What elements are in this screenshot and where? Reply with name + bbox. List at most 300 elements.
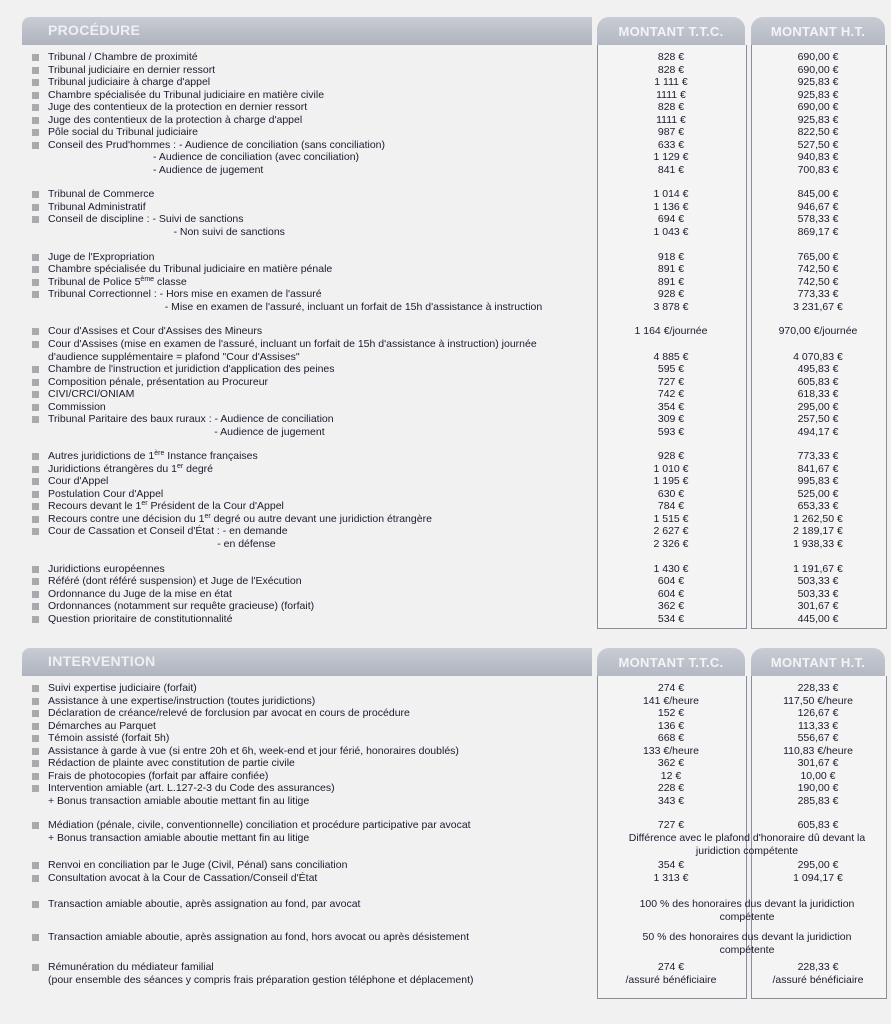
row-label-text: Rédaction de plainte avec constitution de partie civile	[48, 757, 295, 769]
bullet-icon	[32, 773, 39, 780]
table-row	[22, 707, 885, 720]
amount-ht: 525,00 €	[797, 488, 839, 500]
bullet-icon	[32, 685, 39, 692]
bullet-icon	[32, 466, 39, 473]
bullet-icon	[32, 822, 39, 829]
amount-ttc: 987 €	[657, 126, 685, 138]
row-label	[48, 538, 276, 551]
amount-ht: 742,50 €	[797, 276, 839, 288]
bullet-icon	[32, 934, 39, 941]
row-label	[48, 732, 169, 745]
amount-ht: 228,33 €	[797, 682, 839, 694]
bullet-icon	[32, 698, 39, 705]
row-label-superscript: er	[141, 500, 148, 507]
amount-ttc: 604 €	[657, 588, 685, 600]
bullet-icon	[32, 379, 39, 386]
table-row	[22, 151, 885, 164]
row-label	[48, 500, 284, 513]
amount-ht: 946,67 €	[797, 201, 839, 213]
bullet-icon	[32, 404, 39, 411]
amount-ttc: 534 €	[657, 613, 685, 625]
intervention-title: INTERVENTION	[48, 653, 156, 669]
table-row	[22, 538, 885, 551]
row-label-text: Renvoi en conciliation par le Juge (Civil, Pénal) sans conciliation	[48, 859, 348, 871]
amount-ht: 2 189,17 €	[793, 525, 843, 537]
amount-ht: 618,33 €	[797, 388, 839, 400]
table-row	[22, 51, 885, 64]
combined-amount-line2: compétente	[719, 911, 775, 923]
amount-ht: 605,83 €	[797, 376, 839, 388]
row-label-text: Juridictions étrangères du 1	[48, 463, 177, 475]
amount-ttc: 891 €	[657, 276, 685, 288]
row-label-text: - Non suivi de sanctions	[48, 226, 285, 238]
amount-ttc: 1 313 €	[653, 872, 689, 884]
row-label-text: (pour ensemble des séances y compris frais préparation gestion téléphone et déplacement)	[48, 974, 474, 986]
bullet-icon	[32, 862, 39, 869]
row-label	[48, 859, 347, 872]
row-label	[48, 450, 258, 463]
bullet-icon	[32, 901, 39, 908]
amount-ttc: 727 €	[657, 819, 685, 831]
table-row	[22, 961, 885, 974]
row-label	[48, 213, 244, 226]
bullet-icon	[32, 875, 39, 882]
amount-ttc: 668 €	[657, 732, 685, 744]
row-label-text: Recours contre une décision du 1	[48, 513, 205, 525]
row-label-text: Tribunal / Chambre de proximité	[48, 51, 198, 63]
amount-ht: 285,83 €	[797, 795, 839, 807]
combined-amount-line1: 100 % des honoraires dus devant la juridiction	[639, 898, 855, 910]
row-label-text: Assistance à une expertise/instruction (toutes juridictions)	[48, 695, 316, 707]
row-label	[48, 974, 474, 987]
bullet-icon	[32, 266, 39, 273]
bullet-icon	[32, 142, 39, 149]
table-row	[22, 301, 885, 314]
intervention-header	[22, 648, 885, 676]
row-label-superscript: er	[177, 463, 184, 470]
table-row	[22, 338, 885, 351]
amount-ht: 110,83 €/heure	[783, 745, 853, 757]
row-label	[48, 263, 332, 276]
table-row	[22, 263, 885, 276]
procedure-table	[22, 45, 885, 628]
amount-ht: 445,00 €	[797, 613, 839, 625]
amount-ht: 841,67 €	[797, 463, 839, 475]
row-label-text: + Bonus transaction amiable aboutie mettant fin au litige	[48, 832, 310, 844]
row-label-text: CIVI/CRCI/ONIAM	[48, 388, 135, 400]
bullet-icon	[32, 785, 39, 792]
amount-ht: 1 938,33 €	[793, 538, 843, 550]
row-label-text: - Mise en examen de l'assuré, incluant un forfait de 15h d'assistance à instruction	[48, 301, 543, 313]
row-label	[48, 872, 317, 885]
bullet-icon	[32, 516, 39, 523]
table-row	[22, 898, 885, 923]
bullet-icon	[32, 216, 39, 223]
bullet-icon	[32, 204, 39, 211]
amount-ttc: 1 111 €	[654, 76, 688, 88]
amount-ttc: 828 €	[657, 101, 685, 113]
row-label-text: Commission	[48, 401, 106, 413]
amount-ht: 690,00 €	[797, 64, 839, 76]
combined-amount-line1: Différence avec le plafond d'honoraire dû devant la	[628, 832, 866, 844]
row-label-text: Démarches au Parquet	[48, 720, 156, 732]
row-label-text: Tribunal Administratif	[48, 201, 146, 213]
amount-ht: 700,83 €	[797, 164, 839, 176]
row-label	[48, 413, 334, 426]
row-label-text: Frais de photocopies (forfait par affaire confiée)	[48, 770, 269, 782]
row-label	[48, 426, 325, 439]
row-label	[48, 301, 542, 314]
row-label-text: Cour d'Assises (mise en examen de l'assuré, incluant un forfait de 15h d'assistance à instruction) journée	[48, 338, 537, 350]
amount-ttc: 2 326 €	[653, 538, 689, 550]
table-row	[22, 757, 885, 770]
row-label-superscript: ère	[154, 450, 165, 457]
amount-ht: 301,67 €	[797, 757, 839, 769]
table-row	[22, 600, 885, 613]
bullet-icon	[32, 748, 39, 755]
bullet-icon	[32, 453, 39, 460]
amount-ttc: 354 €	[657, 401, 685, 413]
table-row	[22, 732, 885, 745]
bullet-icon	[32, 710, 39, 717]
row-label-text: d'audience supplémentaire = plafond "Cour d'Assises"	[48, 351, 300, 363]
table-row	[22, 974, 885, 987]
row-label-suffix: Président de la Cour d'Appel	[147, 500, 284, 512]
row-label-text: Médiation (pénale, civile, conventionnelle) conciliation et procédure participative par avocat	[48, 819, 471, 831]
table-row	[22, 832, 885, 857]
row-label	[48, 101, 307, 114]
bullet-icon	[32, 760, 39, 767]
amount-ht: 503,33 €	[797, 575, 839, 587]
amount-ttc: 633 €	[657, 139, 685, 151]
row-label-text: Déclaration de créance/relevé de forclusion par avocat en cours de procédure	[48, 707, 410, 719]
amount-ht: 845,00 €	[797, 188, 839, 200]
row-label	[48, 575, 302, 588]
row-label-text: Cour d'Appel	[48, 475, 109, 487]
bullet-icon	[32, 578, 39, 585]
row-label	[48, 164, 263, 177]
row-label	[48, 707, 410, 720]
amount-ttc: 1 043 €	[653, 226, 689, 238]
table-row	[22, 426, 885, 439]
row-label-suffix: classe	[154, 276, 187, 288]
table-row	[22, 931, 885, 956]
row-label-superscript: ème	[140, 276, 155, 283]
intervention-col-ht-header: MONTANT H.T.	[751, 648, 885, 676]
amount-ht: 578,33 €	[797, 213, 839, 225]
procedure-col-ttc-header: MONTANT T.T.C.	[597, 17, 745, 45]
amount-ht: 925,83 €	[797, 89, 839, 101]
row-label-text: Tribunal de Police 5	[48, 276, 141, 288]
amount-ht: 301,67 €	[797, 600, 839, 612]
table-row	[22, 388, 885, 401]
row-label	[48, 126, 198, 139]
bullet-icon	[32, 528, 39, 535]
row-label	[48, 682, 197, 695]
amount-ht: 773,33 €	[797, 450, 839, 462]
bullet-icon	[32, 92, 39, 99]
amount-ht: 773,33 €	[797, 288, 839, 300]
row-label	[48, 757, 295, 770]
amount-ttc: 828 €	[657, 64, 685, 76]
amount-ht: 494,17 €	[797, 426, 839, 438]
procedure-col-ht-header: MONTANT H.T.	[751, 17, 885, 45]
amount-ht: 690,00 €	[797, 101, 839, 113]
amount-ttc: 928 €	[657, 450, 685, 462]
row-label	[48, 388, 134, 401]
row-label-text: Question prioritaire de constitutionnalité	[48, 613, 233, 625]
combined-amount	[612, 931, 882, 957]
amount-ht: 869,17 €	[797, 226, 839, 238]
row-label-text: Suivi expertise judiciaire (forfait)	[48, 682, 197, 694]
row-label-text: Consultation avocat à la Cour de Cassation/Conseil d'État	[48, 872, 318, 884]
row-label-text: Transaction amiable aboutie, après assignation au fond, par avocat	[48, 898, 361, 910]
amount-ttc: 1 515 €	[653, 513, 689, 525]
bullet-icon	[32, 416, 39, 423]
row-label-text: Ordonnance du Juge de la mise en état	[48, 588, 232, 600]
amount-ttc: 928 €	[657, 288, 685, 300]
amount-ht: 925,83 €	[797, 114, 839, 126]
row-label-text: Juridictions européennes	[48, 563, 165, 575]
bullet-icon	[32, 341, 39, 348]
amount-ht: 1 191,67 €	[793, 563, 843, 575]
bullet-icon	[32, 391, 39, 398]
table-row	[22, 613, 885, 626]
combined-amount-line2: juridiction compétente	[695, 845, 799, 857]
amount-ttc: 309 €	[657, 413, 685, 425]
row-label	[48, 288, 322, 301]
amount-ht: 765,00 €	[797, 251, 839, 263]
amount-ttc: 784 €	[657, 500, 685, 512]
amount-ht: 190,00 €	[797, 782, 839, 794]
table-row	[22, 101, 885, 114]
amount-ht: 527,50 €	[797, 139, 839, 151]
row-label	[48, 338, 537, 351]
row-label-text: Cour de Cassation et Conseil d'État : - en demande	[48, 525, 288, 537]
amount-ttc: 828 €	[657, 51, 685, 63]
table-row	[22, 413, 885, 426]
amount-ht: 1 094,17 €	[793, 872, 843, 884]
row-label-text: Autres juridictions de 1	[48, 450, 155, 462]
bullet-icon	[32, 735, 39, 742]
amount-ttc: 133 €/heure	[642, 745, 700, 757]
table-row	[22, 226, 885, 239]
table-row	[22, 126, 885, 139]
row-label-text: Assistance à garde à vue (si entre 20h et 6h, week-end et jour férié, honoraires doublés)	[48, 745, 459, 757]
combined-amount-line1: 50 % des honoraires dus devant la juridiction	[642, 931, 852, 943]
table-row	[22, 475, 885, 488]
amount-ttc: 1 010 €	[653, 463, 689, 475]
row-label	[48, 782, 335, 795]
amount-ht: 257,50 €	[797, 413, 839, 425]
table-row	[22, 76, 885, 89]
amount-ttc: 152 €	[657, 707, 685, 719]
table-row	[22, 188, 885, 201]
table-row	[22, 500, 885, 513]
row-label-suffix: degré	[183, 463, 214, 475]
row-label-text: Rémunération du médiateur familial	[48, 961, 214, 973]
table-row	[22, 525, 885, 538]
amount-ht: 970,00 €/journée	[778, 325, 858, 337]
row-label-text: Chambre de l'instruction et juridiction d'application des peines	[48, 363, 335, 375]
amount-ht: 1 262,50 €	[793, 513, 843, 525]
combined-amount	[612, 832, 882, 858]
table-row	[22, 325, 885, 338]
row-label	[48, 795, 309, 808]
table-row	[22, 288, 885, 301]
row-label-text: Transaction amiable aboutie, après assignation au fond, hors avocat ou après désistement	[48, 931, 470, 943]
amount-ht: 117,50 €/heure	[783, 695, 853, 707]
row-label-text: Tribunal judiciaire à charge d'appel	[48, 76, 211, 88]
amount-ht: 605,83 €	[797, 819, 839, 831]
amount-ht: 556,67 €	[797, 732, 839, 744]
row-label	[48, 898, 360, 911]
procedure-header	[22, 17, 885, 45]
bullet-icon	[32, 478, 39, 485]
amount-ttc: 604 €	[657, 575, 685, 587]
amount-ttc: 274 €	[657, 682, 685, 694]
row-label-text: Juge des contentieux de la protection en dernier ressort	[48, 101, 308, 113]
row-label-text: Ordonnances (notamment sur requête gracieuse) (forfait)	[48, 600, 315, 612]
bullet-icon	[32, 591, 39, 598]
amount-ht: 10,00 €	[800, 770, 836, 782]
row-label	[48, 819, 471, 832]
combined-amount-line2: compétente	[719, 944, 775, 956]
amount-ht: 295,00 €	[797, 401, 839, 413]
row-label	[48, 475, 108, 488]
row-label	[48, 600, 314, 613]
row-label	[48, 51, 198, 64]
amount-ttc: 1111 €	[656, 114, 686, 126]
amount-ttc: 1 136 €	[653, 201, 689, 213]
bullet-icon	[32, 291, 39, 298]
amount-ttc: 1 195 €	[653, 475, 689, 487]
bullet-icon	[32, 254, 39, 261]
table-row	[22, 795, 885, 808]
row-label	[48, 832, 309, 845]
row-label-superscript: er	[204, 513, 211, 520]
amount-ht: 4 070,83 €	[793, 351, 843, 363]
table-row	[22, 575, 885, 588]
row-label-text: Tribunal Paritaire des baux ruraux : - Audience de conciliation	[48, 413, 334, 425]
row-label-text: Recours devant le 1	[48, 500, 142, 512]
bullet-icon	[32, 54, 39, 61]
row-label	[48, 188, 154, 201]
amount-ttc: 1 014 €	[653, 188, 689, 200]
row-label-text: + Bonus transaction amiable aboutie mettant fin au litige	[48, 795, 310, 807]
amount-ttc: 694 €	[657, 213, 685, 225]
row-label	[48, 613, 232, 626]
row-label	[48, 226, 285, 239]
table-row	[22, 782, 885, 795]
amount-ttc: 343 €	[657, 795, 685, 807]
intervention-section	[22, 648, 885, 998]
bullet-icon	[32, 603, 39, 610]
table-row	[22, 872, 885, 885]
row-label	[48, 931, 469, 944]
row-label-text: Chambre spécialisée du Tribunal judiciaire en matière civile	[48, 89, 325, 101]
amount-ttc: 4 885 €	[653, 351, 689, 363]
row-label-text: - Audience de conciliation (avec conciliation)	[48, 151, 360, 163]
bullet-icon	[32, 566, 39, 573]
amount-ht: 295,00 €	[797, 859, 839, 871]
table-row	[22, 164, 885, 177]
row-label	[48, 76, 210, 89]
table-row	[22, 682, 885, 695]
amount-ht: 228,33 €	[797, 961, 839, 973]
row-label-text: Postulation Cour d'Appel	[48, 488, 164, 500]
bullet-icon	[32, 616, 39, 623]
row-label	[48, 525, 288, 538]
row-label-text: Tribunal Correctionnel : - Hors mise en examen de l'assuré	[48, 288, 322, 300]
amount-ht: 925,83 €	[797, 76, 839, 88]
amount-ttc: 1 430 €	[653, 563, 689, 575]
amount-ht: 503,33 €	[797, 588, 839, 600]
amount-ttc: 12 €	[660, 770, 682, 782]
row-label-suffix: degré ou autre devant une juridiction étrangère	[210, 513, 432, 525]
amount-ttc: 3 878 €	[653, 301, 689, 313]
row-label	[48, 363, 335, 376]
bullet-icon	[32, 328, 39, 335]
amount-ht: /assuré bénéficiaire	[772, 974, 864, 986]
amount-ttc: 841 €	[657, 164, 685, 176]
amount-ht: 690,00 €	[797, 51, 839, 63]
row-label-text: Conseil de discipline : - Suivi de sanctions	[48, 213, 244, 225]
procedure-section	[22, 17, 885, 628]
row-label-text: Pôle social du Tribunal judiciaire	[48, 126, 198, 138]
row-label-text: Intervention amiable (art. L.127-2-3 du Code des assurances)	[48, 782, 335, 794]
bullet-icon	[32, 104, 39, 111]
row-label-text: Juge de l'Expropriation	[48, 251, 155, 263]
row-label-text: - Audience de jugement	[48, 164, 264, 176]
amount-ht: 742,50 €	[797, 263, 839, 275]
bullet-icon	[32, 503, 39, 510]
amount-ht: 995,83 €	[797, 475, 839, 487]
amount-ht: 822,50 €	[797, 126, 839, 138]
amount-ttc: 136 €	[657, 720, 685, 732]
amount-ttc: 228 €	[657, 782, 685, 794]
amount-ttc: 1 164 €/journée	[634, 325, 708, 337]
amount-ttc: 630 €	[657, 488, 685, 500]
amount-ttc: 891 €	[657, 263, 685, 275]
row-label-text: Témoin assisté (forfait 5h)	[48, 732, 170, 744]
amount-ttc: 918 €	[657, 251, 685, 263]
bullet-icon	[32, 129, 39, 136]
bullet-icon	[32, 279, 39, 286]
bullet-icon	[32, 723, 39, 730]
row-label-text: Cour d'Assises et Cour d'Assises des Mineurs	[48, 325, 263, 337]
amount-ttc: 1111 €	[656, 89, 686, 101]
amount-ttc: 595 €	[657, 363, 685, 375]
row-label	[48, 151, 359, 164]
bullet-icon	[32, 366, 39, 373]
amount-ttc: 274 €	[657, 961, 685, 973]
amount-ttc: 362 €	[657, 600, 685, 612]
row-label-text: Chambre spécialisée du Tribunal judiciaire en matière pénale	[48, 263, 333, 275]
amount-ttc: 2 627 €	[653, 525, 689, 537]
amount-ht: 126,67 €	[797, 707, 839, 719]
row-label-text: Juge des contentieux de la protection à charge d'appel	[48, 114, 303, 126]
amount-ttc: 593 €	[657, 426, 685, 438]
amount-ttc: 742 €	[657, 388, 685, 400]
amount-ttc: /assuré bénéficiaire	[625, 974, 717, 986]
amount-ttc: 354 €	[657, 859, 685, 871]
amount-ht: 940,83 €	[797, 151, 839, 163]
amount-ht: 495,83 €	[797, 363, 839, 375]
row-label-text: Référé (dont référé suspension) et Juge de l'Exécution	[48, 575, 302, 587]
row-label-text: - en défense	[48, 538, 276, 550]
amount-ttc: 1 129 €	[653, 151, 689, 163]
